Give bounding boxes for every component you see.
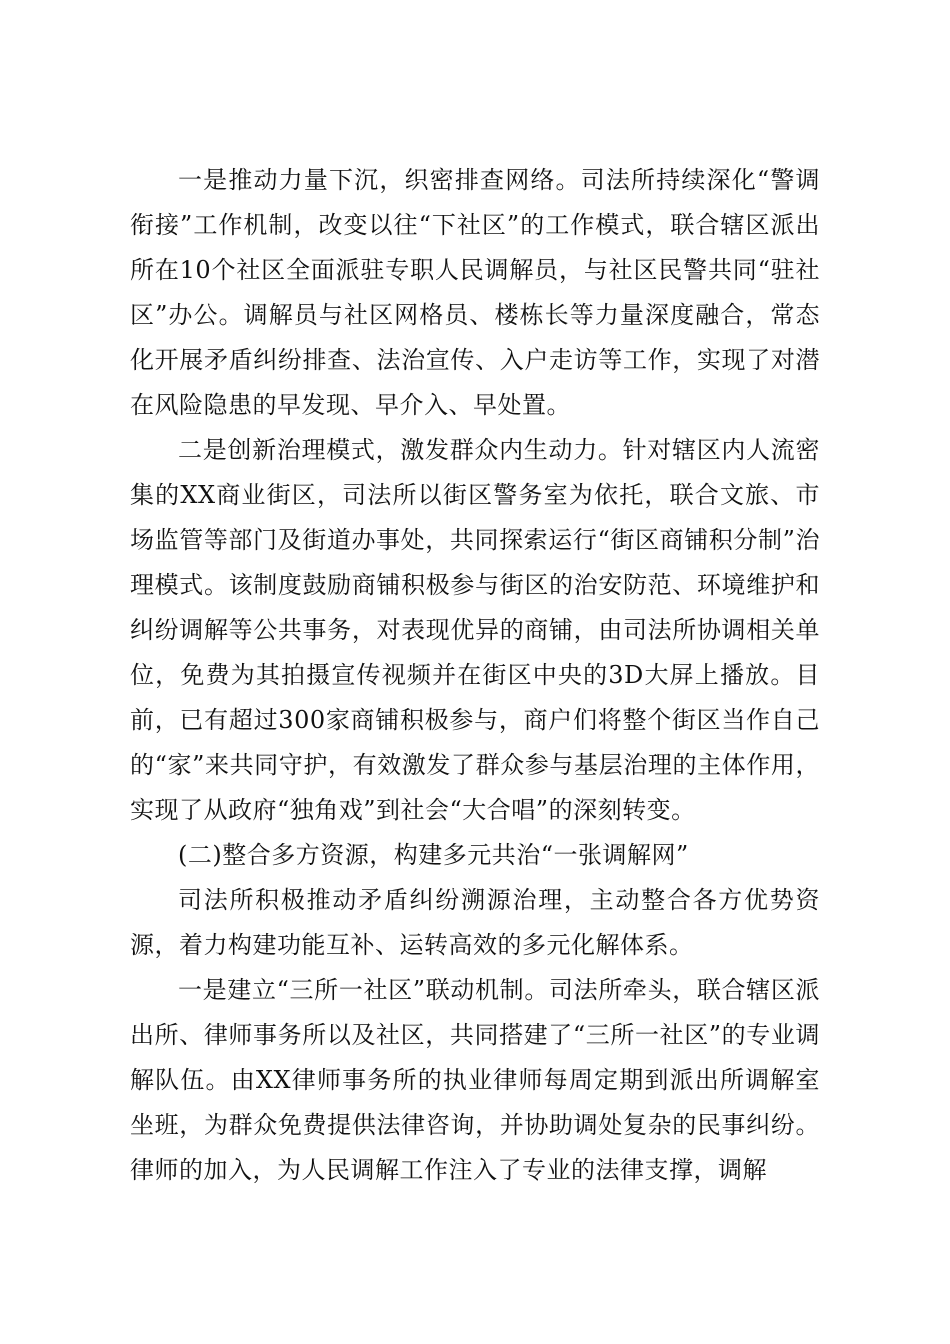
section-heading: (二)整合多方资源，构建多元共治“一张调解网” — [178, 841, 689, 869]
document-body — [130, 158, 820, 1193]
paragraph-linkage-mechanism: 一是建立“三所一社区”联动机制。司法所牵头，联合辖区派出所、律师事务所以及社区，共同搭建了“三所一社区”的专业调解队伍。由XX律师事务所的执业律师每周定期到派出所调解室坐班，为群众免费提供法律咨询，并协助调处复杂的民事纠纷。律师的加入，为人民调解工作注入了专业的法律支撑，调解 — [130, 976, 820, 1184]
paragraph-governance-innovation: 二是创新治理模式，激发群众内生动力。针对辖区内人流密集的XX商业街区，司法所以街区警务室为依托，联合文旅、市场监管等部门及街道办事处，共同探索运行“街区商铺积分制”治理模式。该制度鼓励商铺积极参与街区的治安防范、环境维护和纠纷调解等公共事务，对表现优异的商铺，由司法所协调相关单位，免费为其拍摄宣传视频并在街区中央的3D大屏上播放。目前，已有超过300家商铺积极参与，商户们将整个街区当作自己的“家”来共同守护，有效激发了群众参与基层治理的主体作用，实现了从政府“独角戏”到社会“大合唱”的深刻转变。 — [130, 436, 820, 824]
paragraph-source-governance: 司法所积极推动矛盾纠纷溯源治理，主动整合各方优势资源，着力构建功能互补、运转高效的多元化解体系。 — [130, 886, 820, 959]
paragraph-force-sinking: 一是推动力量下沉，织密排查网络。司法所持续深化“警调衔接”工作机制，改变以往“下社区”的工作模式，联合辖区派出所在10个社区全面派驻专职人民调解员，与社区民警共同“驻社区”办公。调解员与社区网格员、楼栋长等力量深度融合，常态化开展矛盾纠纷排查、法治宣传、入户走访等工作，实现了对潜在风险隐患的早发现、早介入、早处置。 — [130, 166, 820, 419]
